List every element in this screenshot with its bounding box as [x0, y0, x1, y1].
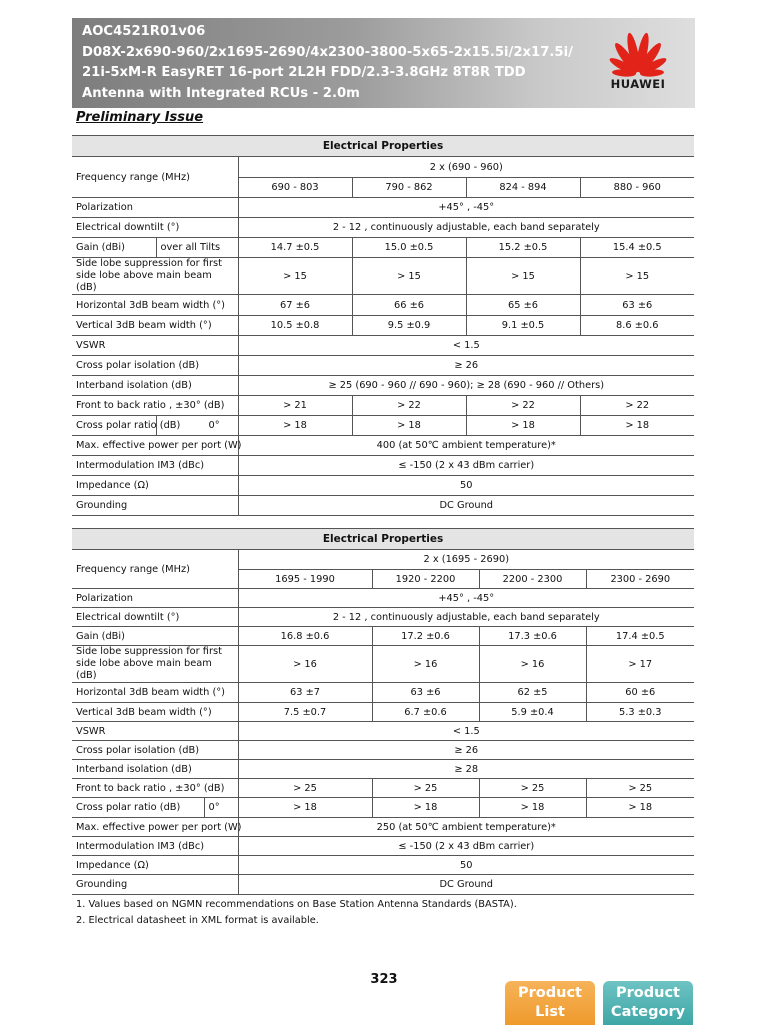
footnotes [76, 897, 517, 929]
electrical-properties-table-high-band [72, 528, 694, 895]
row-label: Grounding [72, 496, 238, 516]
row-label: Cross polar isolation (dB) [72, 356, 238, 376]
band-header: 2300 - 2690 [586, 570, 694, 589]
row-label: Gain (dBi) [72, 238, 156, 258]
row-label: Max. effective power per port (W) [72, 818, 238, 837]
cell-value: 17.2 ±0.6 [372, 627, 479, 646]
frequency-group: 2 x (690 - 960) [238, 157, 694, 178]
cell-value: +45° , -45° [238, 589, 694, 608]
band-header: 824 - 894 [466, 178, 580, 198]
row-label: Front to back ratio , ±30° (dB) [72, 779, 238, 798]
cell-value: 16.8 ±0.6 [238, 627, 372, 646]
row-label: Vertical 3dB beam width (°) [72, 703, 238, 722]
row-label: Horizontal 3dB beam width (°) [72, 683, 238, 703]
cell-value: 50 [238, 856, 694, 875]
cell-value: 7.5 ±0.7 [238, 703, 372, 722]
cell-value: 10.5 ±0.8 [238, 316, 352, 336]
product-category-button[interactable] [603, 981, 693, 1025]
label-line: Side lobe suppression for first [76, 258, 222, 269]
row-label: Polarization [72, 198, 238, 218]
row-label: Frequency range (MHz) [72, 550, 238, 589]
cell-value: > 18 [372, 798, 479, 818]
row-label: Interband isolation (dB) [72, 376, 238, 396]
band-header: 690 - 803 [238, 178, 352, 198]
row-label: Polarization [72, 589, 238, 608]
row-label: VSWR [72, 722, 238, 741]
cell-value: 400 (at 50℃ ambient temperature)* [238, 436, 694, 456]
cell-value: > 25 [479, 779, 586, 798]
product-list-button[interactable] [505, 981, 595, 1025]
cell-value: 5.3 ±0.3 [586, 703, 694, 722]
cell-value: 15.2 ±0.5 [466, 238, 580, 258]
cell-value: 2 - 12 , continuously adjustable, each band separately [238, 218, 694, 238]
cell-value: > 18 [586, 798, 694, 818]
row-label: Impedance (Ω) [72, 856, 238, 875]
cell-value: ≥ 26 [238, 356, 694, 376]
cell-value: 15.4 ±0.5 [580, 238, 694, 258]
cell-value: > 22 [352, 396, 466, 416]
document-header [72, 18, 695, 108]
electrical-properties-table-low-band [72, 135, 694, 516]
cell-value: > 18 [479, 798, 586, 818]
band-header: 1695 - 1990 [238, 570, 372, 589]
issue-label: Preliminary Issue [76, 110, 204, 125]
label-line: Side lobe suppression for first [76, 646, 222, 657]
band-header: 790 - 862 [352, 178, 466, 198]
button-label-line: Product [518, 985, 582, 1001]
row-label: Frequency range (MHz) [72, 157, 238, 198]
row-label: Intermodulation IM3 (dBc) [72, 837, 238, 856]
cell-value: 63 ±6 [580, 295, 694, 316]
row-label: Cross polar ratio (dB) [72, 416, 156, 436]
row-label: Max. effective power per port (W) [72, 436, 238, 456]
frequency-group: 2 x (1695 - 2690) [238, 550, 694, 570]
section-title: Electrical Properties [72, 529, 694, 550]
row-label: Front to back ratio , ±30° (dB) [72, 396, 238, 416]
cell-value: 67 ±6 [238, 295, 352, 316]
row-label: Vertical 3dB beam width (°) [72, 316, 238, 336]
row-label: Horizontal 3dB beam width (°) [72, 295, 238, 316]
button-label-line: Product [616, 985, 680, 1001]
cell-value: ≥ 26 [238, 741, 694, 760]
cell-value: > 25 [586, 779, 694, 798]
cell-value: 63 ±6 [372, 683, 479, 703]
row-label: VSWR [72, 336, 238, 356]
title-line: D08X-2x690-960/2x1695-2690/4x2300-3800-5x65-2x15.5i/2x17.5i/ [82, 44, 573, 60]
cell-value: > 16 [479, 646, 586, 683]
cell-value: > 22 [580, 396, 694, 416]
page-number: 323 [370, 972, 398, 987]
cell-value: > 18 [580, 416, 694, 436]
cell-value: +45° , -45° [238, 198, 694, 218]
row-label: Intermodulation IM3 (dBc) [72, 456, 238, 476]
cell-value: 8.6 ±0.6 [580, 316, 694, 336]
band-header: 2200 - 2300 [479, 570, 586, 589]
cell-value: 250 (at 50℃ ambient temperature)* [238, 818, 694, 837]
cell-value: < 1.5 [238, 336, 694, 356]
cell-value: > 25 [372, 779, 479, 798]
cell-value: > 15 [466, 258, 580, 295]
cell-value: > 22 [466, 396, 580, 416]
row-label: Gain (dBi) [72, 627, 238, 646]
cell-value: 6.7 ±0.6 [372, 703, 479, 722]
cell-value: 17.4 ±0.5 [586, 627, 694, 646]
cell-value: DC Ground [238, 496, 694, 516]
document-title [82, 22, 573, 104]
cell-value: ≥ 28 [238, 760, 694, 779]
button-label-line: Category [610, 1004, 686, 1020]
row-label: Impedance (Ω) [72, 476, 238, 496]
cell-value: > 18 [466, 416, 580, 436]
cell-value: ≥ 25 (690 - 960 // 690 - 960); ≥ 28 (690 - 960 // Others) [238, 376, 694, 396]
footnote: 2. Electrical datasheet in XML format is available. [76, 915, 319, 926]
huawei-logo [603, 32, 673, 96]
cell-value: > 16 [238, 646, 372, 683]
title-line: AOC4521R01v06 [82, 24, 206, 39]
cell-value: > 25 [238, 779, 372, 798]
cell-value: 14.7 ±0.5 [238, 238, 352, 258]
cell-value: > 16 [372, 646, 479, 683]
band-header: 1920 - 2200 [372, 570, 479, 589]
cell-value: > 21 [238, 396, 352, 416]
cell-value: ≤ -150 (2 x 43 dBm carrier) [238, 837, 694, 856]
row-label: Interband isolation (dB) [72, 760, 238, 779]
cell-value: 50 [238, 476, 694, 496]
cell-value: 63 ±7 [238, 683, 372, 703]
cell-value: 65 ±6 [466, 295, 580, 316]
row-label: Electrical downtilt (°) [72, 608, 238, 627]
label-line: side lobe above main beam (dB) [76, 658, 212, 681]
row-label: Grounding [72, 875, 238, 895]
cell-value: 2 - 12 , continuously adjustable, each band separately [238, 608, 694, 627]
cell-value: 66 ±6 [352, 295, 466, 316]
cell-value: > 18 [352, 416, 466, 436]
row-label: Cross polar ratio (dB) [72, 798, 204, 818]
cell-value: > 18 [238, 798, 372, 818]
title-line: Antenna with Integrated RCUs - 2.0m [82, 85, 360, 101]
cell-value: > 17 [586, 646, 694, 683]
logo-wordmark: HUAWEI [610, 77, 666, 91]
cell-value: > 15 [352, 258, 466, 295]
row-sublabel: 0° [204, 798, 238, 818]
cell-value: 9.1 ±0.5 [466, 316, 580, 336]
title-line: 21i-5xM-R EasyRET 16-port 2L2H FDD/2.3-3.8GHz 8T8R TDD [82, 65, 526, 80]
cell-value: 17.3 ±0.6 [479, 627, 586, 646]
cell-value: > 15 [580, 258, 694, 295]
row-label: Electrical downtilt (°) [72, 218, 238, 238]
huawei-petals-icon [603, 32, 673, 76]
cell-value: DC Ground [238, 875, 694, 895]
section-title: Electrical Properties [72, 136, 694, 157]
row-label [72, 646, 238, 683]
row-sublabel: 0° [156, 416, 238, 436]
label-line: side lobe above main beam (dB) [76, 270, 212, 293]
row-sublabel: over all Tilts [156, 238, 238, 258]
cell-value: 5.9 ±0.4 [479, 703, 586, 722]
cell-value: > 18 [238, 416, 352, 436]
cell-value: > 15 [238, 258, 352, 295]
row-label [72, 258, 238, 295]
cell-value: 60 ±6 [586, 683, 694, 703]
footnote: 1. Values based on NGMN recommendations on Base Station Antenna Standards (BASTA). [76, 899, 517, 910]
cell-value: 62 ±5 [479, 683, 586, 703]
row-label: Cross polar isolation (dB) [72, 741, 238, 760]
cell-value: ≤ -150 (2 x 43 dBm carrier) [238, 456, 694, 476]
cell-value: < 1.5 [238, 722, 694, 741]
cell-value: 9.5 ±0.9 [352, 316, 466, 336]
band-header: 880 - 960 [580, 178, 694, 198]
cell-value: 15.0 ±0.5 [352, 238, 466, 258]
button-label-line: List [535, 1004, 565, 1020]
